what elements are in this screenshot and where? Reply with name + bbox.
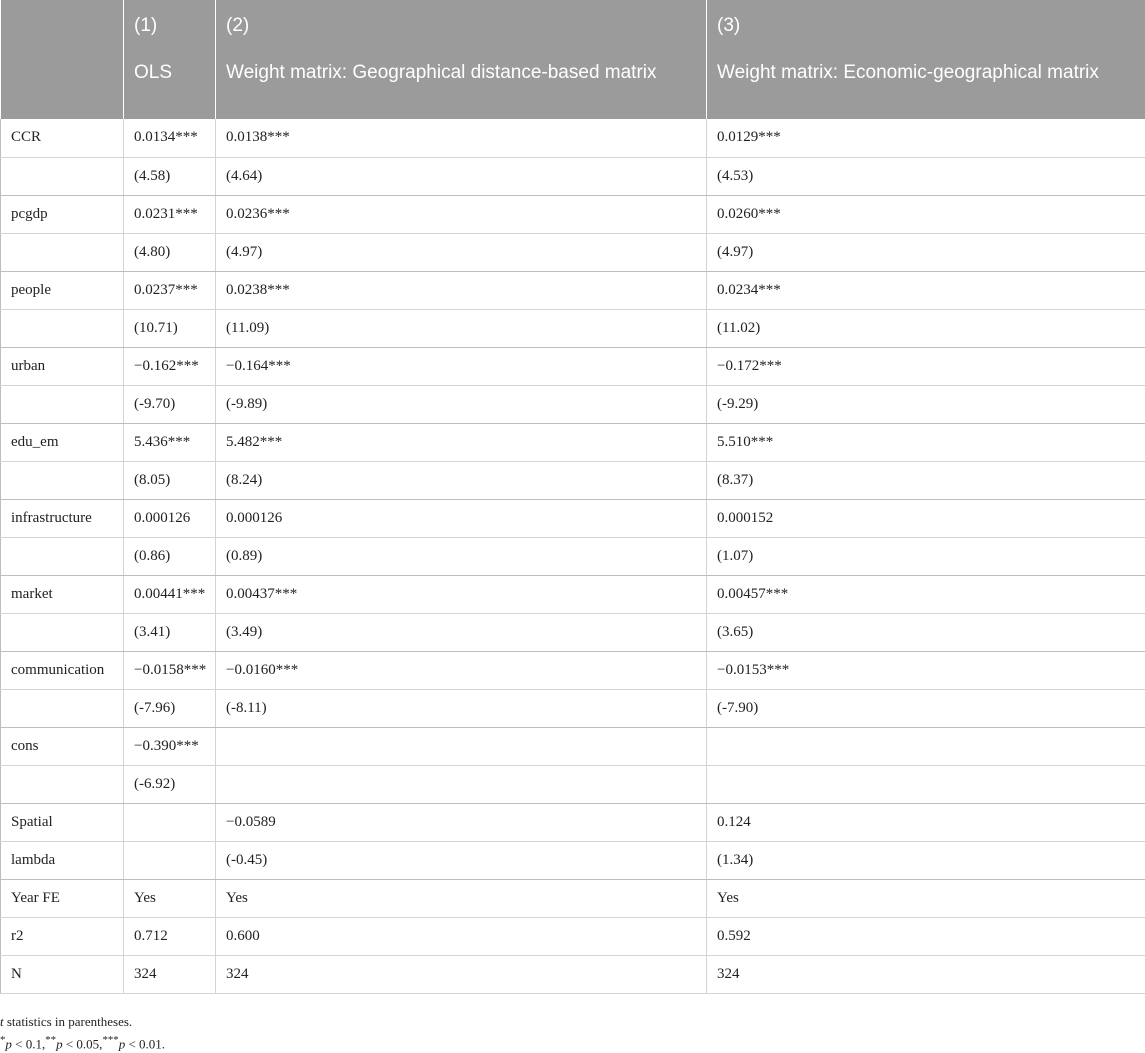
econ-geo-cell: (1.07) bbox=[707, 537, 1145, 575]
table-row bbox=[1, 765, 1145, 803]
geo-distance-cell bbox=[216, 727, 707, 765]
econ-geo-cell: 0.592 bbox=[707, 917, 1145, 955]
table-notes bbox=[0, 1012, 165, 1053]
geo-distance-cell: −0.0160*** bbox=[216, 651, 707, 689]
ols-cell: (-7.96) bbox=[124, 689, 216, 727]
ols-cell: (-9.70) bbox=[124, 385, 216, 423]
col-title-3: Weight matrix: Economic-geographical matrix bbox=[707, 48, 1145, 119]
econ-geo-cell: −0.0153*** bbox=[707, 651, 1145, 689]
row-label-cell: Year FE bbox=[1, 879, 124, 917]
geo-distance-cell: 5.482*** bbox=[216, 423, 707, 461]
col-number-2: (2) bbox=[216, 0, 707, 48]
note-t-var: t bbox=[0, 1014, 4, 1029]
table-row bbox=[1, 461, 1145, 499]
table-row bbox=[1, 689, 1145, 727]
ols-cell: 324 bbox=[124, 955, 216, 993]
econ-geo-cell: 0.00457*** bbox=[707, 575, 1145, 613]
row-label-cell bbox=[1, 613, 124, 651]
ols-cell: 0.712 bbox=[124, 917, 216, 955]
table-header bbox=[1, 0, 1145, 119]
ols-cell: 0.00441*** bbox=[124, 575, 216, 613]
ols-cell: (-6.92) bbox=[124, 765, 216, 803]
row-label-cell: people bbox=[1, 271, 124, 309]
ols-cell: 0.0231*** bbox=[124, 195, 216, 233]
sig-mark-1: * bbox=[0, 1034, 5, 1046]
sig-var-2: p bbox=[56, 1036, 63, 1051]
ols-cell: (4.80) bbox=[124, 233, 216, 271]
table-row bbox=[1, 195, 1145, 233]
geo-distance-cell: 0.0138*** bbox=[216, 119, 707, 157]
geo-distance-cell: (4.64) bbox=[216, 157, 707, 195]
table-row bbox=[1, 309, 1145, 347]
geo-distance-cell: (8.24) bbox=[216, 461, 707, 499]
table-row bbox=[1, 727, 1145, 765]
row-label-cell bbox=[1, 233, 124, 271]
row-label-cell: Spatial bbox=[1, 803, 124, 841]
note-t-text: statistics in parentheses. bbox=[4, 1014, 133, 1029]
table-row bbox=[1, 955, 1145, 993]
ols-cell: −0.162*** bbox=[124, 347, 216, 385]
geo-distance-cell: (-8.11) bbox=[216, 689, 707, 727]
sig-text-3: < 0.01. bbox=[125, 1036, 165, 1051]
header-row-titles bbox=[1, 48, 1145, 119]
table-body bbox=[1, 119, 1145, 993]
econ-geo-cell: (11.02) bbox=[707, 309, 1145, 347]
header-corner-cell bbox=[1, 0, 124, 48]
ols-cell bbox=[124, 841, 216, 879]
ols-cell: (8.05) bbox=[124, 461, 216, 499]
econ-geo-cell: (-9.29) bbox=[707, 385, 1145, 423]
ols-cell: 5.436*** bbox=[124, 423, 216, 461]
econ-geo-cell bbox=[707, 727, 1145, 765]
table-row bbox=[1, 499, 1145, 537]
table-row bbox=[1, 423, 1145, 461]
econ-geo-cell: 0.124 bbox=[707, 803, 1145, 841]
sig-text-2: < 0.05, bbox=[63, 1036, 103, 1051]
table-row bbox=[1, 803, 1145, 841]
geo-distance-cell: −0.164*** bbox=[216, 347, 707, 385]
ols-cell: (10.71) bbox=[124, 309, 216, 347]
sig-var-1: p bbox=[5, 1036, 12, 1051]
ols-cell: Yes bbox=[124, 879, 216, 917]
table-row bbox=[1, 347, 1145, 385]
econ-geo-cell: (3.65) bbox=[707, 613, 1145, 651]
table-row bbox=[1, 879, 1145, 917]
col-number-3: (3) bbox=[707, 0, 1145, 48]
row-label-cell: lambda bbox=[1, 841, 124, 879]
econ-geo-cell: 5.510*** bbox=[707, 423, 1145, 461]
row-label-cell bbox=[1, 689, 124, 727]
row-label-cell: market bbox=[1, 575, 124, 613]
ols-cell: 0.0134*** bbox=[124, 119, 216, 157]
ols-cell: (3.41) bbox=[124, 613, 216, 651]
row-label-cell bbox=[1, 385, 124, 423]
row-label-cell bbox=[1, 765, 124, 803]
geo-distance-cell: Yes bbox=[216, 879, 707, 917]
geo-distance-cell: (3.49) bbox=[216, 613, 707, 651]
econ-geo-cell: Yes bbox=[707, 879, 1145, 917]
table-row bbox=[1, 917, 1145, 955]
geo-distance-cell: −0.0589 bbox=[216, 803, 707, 841]
geo-distance-cell: 0.600 bbox=[216, 917, 707, 955]
ols-cell: (4.58) bbox=[124, 157, 216, 195]
row-label-cell: urban bbox=[1, 347, 124, 385]
row-label-cell: r2 bbox=[1, 917, 124, 955]
header-row-numbers bbox=[1, 0, 1145, 48]
table-row bbox=[1, 271, 1145, 309]
geo-distance-cell: 0.00437*** bbox=[216, 575, 707, 613]
geo-distance-cell: 0.000126 bbox=[216, 499, 707, 537]
geo-distance-cell bbox=[216, 765, 707, 803]
sig-var-3: p bbox=[119, 1036, 126, 1051]
ols-cell: (0.86) bbox=[124, 537, 216, 575]
table-row bbox=[1, 613, 1145, 651]
geo-distance-cell: 0.0238*** bbox=[216, 271, 707, 309]
econ-geo-cell: 0.000152 bbox=[707, 499, 1145, 537]
econ-geo-cell: 0.0234*** bbox=[707, 271, 1145, 309]
table-row bbox=[1, 119, 1145, 157]
econ-geo-cell: −0.172*** bbox=[707, 347, 1145, 385]
geo-distance-cell: 324 bbox=[216, 955, 707, 993]
econ-geo-cell: 0.0260*** bbox=[707, 195, 1145, 233]
econ-geo-cell: (4.97) bbox=[707, 233, 1145, 271]
row-label-cell bbox=[1, 461, 124, 499]
econ-geo-cell: (-7.90) bbox=[707, 689, 1145, 727]
econ-geo-cell: (8.37) bbox=[707, 461, 1145, 499]
geo-distance-cell: (-9.89) bbox=[216, 385, 707, 423]
row-label-cell: communication bbox=[1, 651, 124, 689]
sig-mark-2: ** bbox=[45, 1034, 56, 1046]
row-label-cell: pcgdp bbox=[1, 195, 124, 233]
geo-distance-cell: 0.0236*** bbox=[216, 195, 707, 233]
header-corner-cell-lower bbox=[1, 48, 124, 119]
table-row bbox=[1, 233, 1145, 271]
ols-cell: −0.390*** bbox=[124, 727, 216, 765]
sig-mark-3: *** bbox=[102, 1034, 118, 1046]
row-label-cell bbox=[1, 537, 124, 575]
table-row bbox=[1, 157, 1145, 195]
row-label-cell: CCR bbox=[1, 119, 124, 157]
econ-geo-cell bbox=[707, 765, 1145, 803]
row-label-cell bbox=[1, 309, 124, 347]
ols-cell bbox=[124, 803, 216, 841]
econ-geo-cell: 0.0129*** bbox=[707, 119, 1145, 157]
table-row bbox=[1, 537, 1145, 575]
econ-geo-cell: (4.53) bbox=[707, 157, 1145, 195]
geo-distance-cell: (4.97) bbox=[216, 233, 707, 271]
row-label-cell: N bbox=[1, 955, 124, 993]
ols-cell: 0.0237*** bbox=[124, 271, 216, 309]
geo-distance-cell: (0.89) bbox=[216, 537, 707, 575]
note-t-statistics bbox=[0, 1012, 165, 1031]
row-label-cell bbox=[1, 157, 124, 195]
ols-cell: 0.000126 bbox=[124, 499, 216, 537]
row-label-cell: cons bbox=[1, 727, 124, 765]
table-row bbox=[1, 575, 1145, 613]
table-row bbox=[1, 841, 1145, 879]
econ-geo-cell: 324 bbox=[707, 955, 1145, 993]
table-row bbox=[1, 651, 1145, 689]
geo-distance-cell: (11.09) bbox=[216, 309, 707, 347]
row-label-cell: infrastructure bbox=[1, 499, 124, 537]
table-row bbox=[1, 385, 1145, 423]
col-number-1: (1) bbox=[124, 0, 216, 48]
sig-text-1: < 0.1, bbox=[12, 1036, 45, 1051]
row-label-cell: edu_em bbox=[1, 423, 124, 461]
col-title-2: Weight matrix: Geographical distance-based matrix bbox=[216, 48, 707, 119]
col-title-1: OLS bbox=[124, 48, 216, 119]
econ-geo-cell: (1.34) bbox=[707, 841, 1145, 879]
ols-cell: −0.0158*** bbox=[124, 651, 216, 689]
geo-distance-cell: (-0.45) bbox=[216, 841, 707, 879]
